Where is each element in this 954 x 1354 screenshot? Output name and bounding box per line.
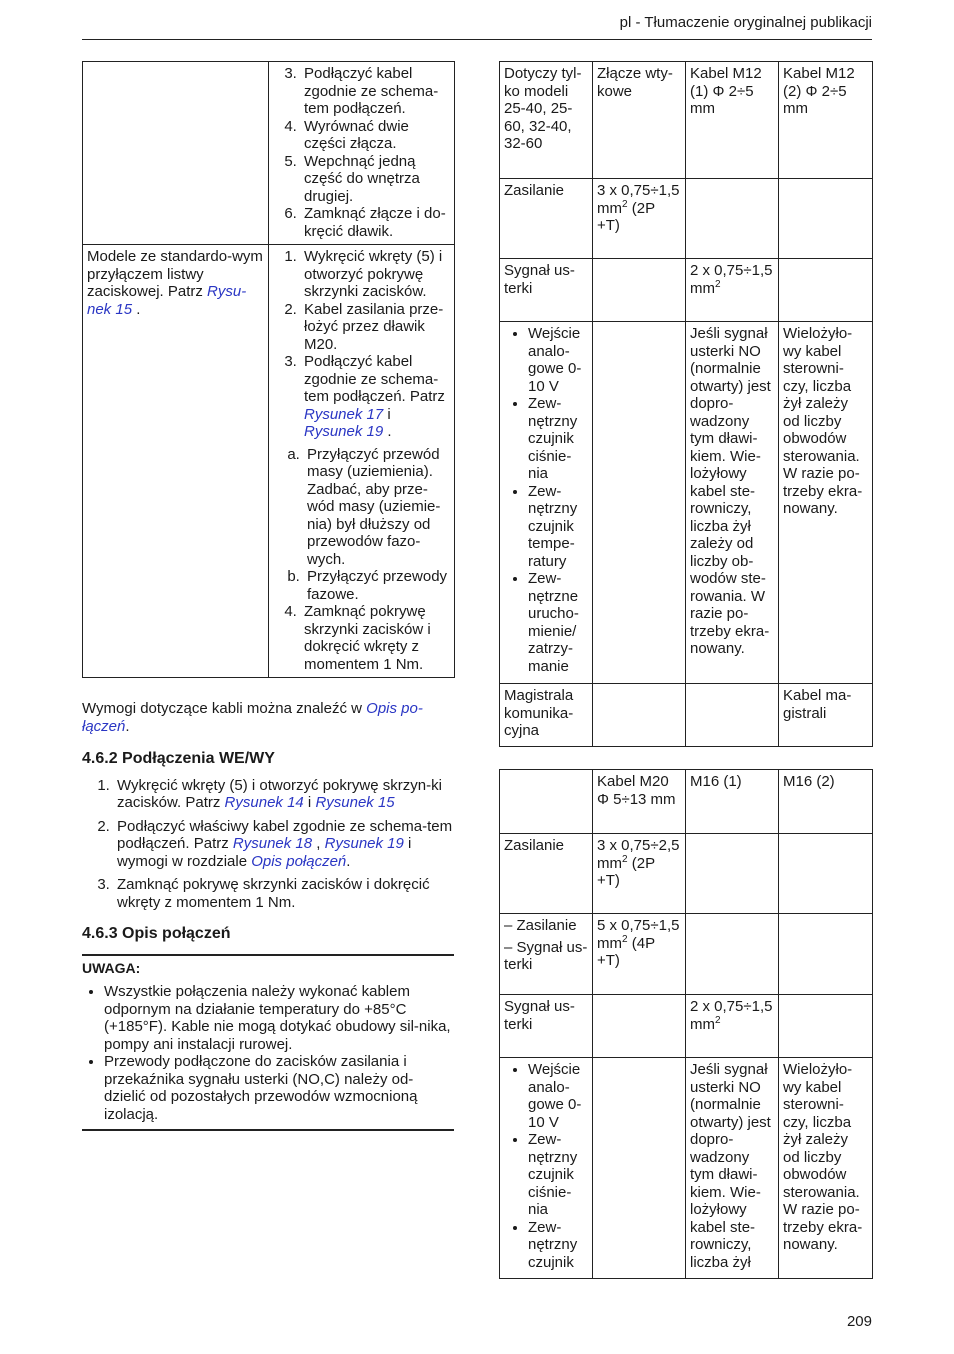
left-steps-table [82, 61, 455, 678]
para-text: Wymogi dotyczące kabli można znaleźć w [82, 700, 367, 717]
table-cell: Zasilanie [500, 179, 593, 259]
table-cell: Jeśli sygnał usterki NO (normalnie otwarty) jest dopro-wadzony tym dławi-kiem. Wie-lożyłowy kabel ste-rowniczy, liczba żył zależy od liczby ob-wodów ste-rowania. W razie po-trzeby ekra-nowany. [686, 322, 779, 684]
io-steps-list [82, 777, 454, 912]
table-cell [779, 834, 873, 914]
left-column [82, 61, 454, 1131]
list-item: • Przewody podłączone do zacisków zasilania i przekaźnika sygnału usterki (NO,C) należy od-dzielić od pozostałych przewodów wzmocnioną izolacją. [104, 1053, 454, 1123]
table-cell: Wielożyło-wy kabel sterowni-czy, liczba żył zależy od liczby obwodów sterowania. W razie po-trzeby ekra-nowany. [779, 322, 873, 684]
table-cell [593, 995, 686, 1058]
connection-table-1 [499, 61, 873, 747]
table-header-row [500, 62, 873, 179]
list-item: 3. Zamknąć pokrywę skrzynki zacisków i dokręcić wkręty z momentem 1 Nm. [114, 876, 454, 911]
table-header-cell: Kabel M20 Φ 5÷13 mm [593, 770, 686, 834]
table-row [500, 995, 873, 1058]
cell-text: (4P +T) [597, 934, 655, 969]
cell-text: . [132, 300, 141, 318]
cell-text: 3 x 0,75÷2,5 mm [597, 837, 680, 872]
page-number: 209 [846, 1313, 872, 1330]
table-cell [779, 179, 873, 259]
figure-link[interactable]: Rysunek 18 [232, 835, 313, 852]
list-item [114, 818, 454, 871]
sub-step-list [276, 446, 450, 604]
table-header-cell: Dotyczy tyl-ko modeli 25-40, 25-60, 32-40, 32-60 [500, 62, 593, 179]
cell-text: Modele ze standardo-wym przyłączem listwy zaciskowej. Patrz [87, 248, 263, 300]
table-cell [779, 259, 873, 322]
para-text: . [125, 717, 130, 735]
note-list [82, 983, 454, 1123]
list-item: • Wejście analo-gowe 0-10 V [528, 1061, 588, 1131]
note-box [82, 954, 454, 1132]
table-row [500, 1058, 873, 1279]
table-row [83, 245, 455, 678]
table-header-cell: M16 (2) [779, 770, 873, 834]
table-cell [686, 684, 779, 747]
table-row [500, 684, 873, 747]
cable-requirements-text [82, 700, 454, 735]
cell-text: – Sygnał us-terki [504, 938, 588, 973]
list-item: 1. Wykręcić wkręty (5) i otworzyć pokrywę skrzynki zacisków. [301, 248, 450, 301]
table-row [500, 834, 873, 914]
superscript: 2 [622, 933, 628, 945]
step-text: . [346, 852, 351, 870]
table-header-row [500, 770, 873, 834]
step-text: Podłączyć właściwy kabel zgodnie ze schema-tem podłączeń. Patrz [117, 817, 453, 852]
table-cell: Magistrala komunika-cyjna [500, 684, 593, 747]
table-cell [500, 1058, 593, 1279]
table-cell [593, 834, 686, 914]
table-cell: Sygnał us-terki [500, 259, 593, 322]
table-row [500, 914, 873, 995]
cell-text: 3 x 0,75÷1,5 mm [597, 182, 680, 217]
section-heading-463: 4.6.3 Opis połączeń [82, 925, 231, 942]
list-item: 3. Podłączyć kabel zgodnie ze schema-tem podłączeń. [301, 65, 450, 118]
figure-link[interactable]: Rysunek 19 [324, 835, 404, 852]
table-cell [779, 914, 873, 995]
superscript: 2 [715, 278, 721, 290]
cell-text: – Zasilanie [504, 917, 577, 934]
list-item: • Zew-nętrzny czujnik tempe-ratury [528, 483, 588, 571]
header-title: pl - Tłumaczenie oryginalnej publikacji [619, 14, 872, 31]
table-cell [269, 62, 455, 245]
table-cell [269, 245, 455, 678]
table-cell [500, 322, 593, 684]
superscript: 2 [622, 198, 628, 210]
list-item [301, 353, 450, 603]
signal-list [504, 1061, 588, 1271]
step-text: i wymogi w rozdziale [117, 835, 412, 870]
section-heading-462: 4.6.2 Podłączenia WE/WY [82, 750, 275, 767]
table-header-cell: M16 (1) [686, 770, 779, 834]
cell-text: 2 x 0,75÷1,5 mm [690, 262, 773, 297]
step-text: i [303, 794, 316, 811]
cell-text: (2P +T) [597, 199, 655, 234]
figure-link[interactable]: Rysunek 17 [304, 405, 384, 423]
superscript: 2 [622, 853, 628, 865]
list-item: 4. Zamknąć pokrywę skrzynki zacisków i dokręcić wkręty z momentem 1 Nm. [301, 603, 450, 673]
table-cell [593, 684, 686, 747]
list-item: a. Przyłączyć przewód masy (uziemienia). Zadbać, aby prze-wód masy (uziemie-nia) był dłuższy od przewodów fazo-wych. [304, 446, 450, 569]
table-cell [593, 914, 686, 995]
list-item: • Wejście analo-gowe 0-10 V [528, 325, 588, 395]
step-text: Wykręcić wkręty (5) i otworzyć pokrywę skrzyn-ki zacisków. Patrz [117, 776, 442, 811]
step-text: , [312, 835, 325, 852]
table-cell: Kabel ma-gistrali [779, 684, 873, 747]
figure-link[interactable]: Rysu-nek 15 [87, 283, 247, 318]
table-cell [686, 914, 779, 995]
table-cell [686, 179, 779, 259]
step-list [273, 248, 450, 673]
list-item: 6. Zamknąć złącze i do-kręcić dławik. [301, 205, 450, 240]
table-header-cell: Kabel M12 (2) Φ 2÷5 mm [779, 62, 873, 179]
list-item: b. Przyłączyć przewody fazowe. [304, 568, 450, 603]
table-header-cell: Kabel M12 (1) Φ 2÷5 mm [686, 62, 779, 179]
table-cell [83, 62, 269, 245]
table-row [83, 62, 455, 245]
table-row [500, 179, 873, 259]
cell-text: (2P +T) [597, 854, 655, 889]
table-cell [593, 259, 686, 322]
cell-text: 2 x 0,75÷1,5 mm [690, 998, 773, 1033]
table-cell: Wielożyło-wy kabel sterowni-czy, liczba żył zależy od liczby obwodów sterowania. W razie po-trzeby ekra-nowany. [779, 1058, 873, 1279]
step-list [273, 65, 450, 240]
list-item: • Zew-nętrzny czujnik [528, 1219, 588, 1272]
table-cell: Jeśli sygnał usterki NO (normalnie otwarty) jest dopro-wadzony tym dławi-kiem. Wie-lożyłowy kabel ste-rowniczy, liczba żył [686, 1058, 779, 1279]
step-text: . [383, 423, 392, 440]
table-cell [686, 259, 779, 322]
superscript: 2 [715, 1014, 721, 1026]
list-item: • Wszystkie połączenia należy wykonać kablem odpornym na działanie temperatury do +85°C (+185°F). Kable nie mogą dotykać obudowy sil-nika, pompy ani instalacji rurowej. [104, 983, 454, 1053]
table-cell [500, 914, 593, 995]
table-row [500, 259, 873, 322]
list-item: 2. Kabel zasilania prze-łożyć przez dławik M20. [301, 301, 450, 354]
table-cell: Sygnał us-terki [500, 995, 593, 1058]
figure-link[interactable]: Rysunek 14 [224, 794, 304, 811]
figure-link[interactable]: Rysunek 15 [315, 794, 395, 811]
table-cell [593, 1058, 686, 1279]
right-column [499, 61, 872, 1279]
table-cell [686, 995, 779, 1058]
list-item: 4. Wyrównać dwie części złącza. [301, 118, 450, 153]
list-item: 5. Wepchnąć jedną część do wnętrza drugiej. [301, 153, 450, 206]
table-cell [779, 995, 873, 1058]
table-cell [686, 834, 779, 914]
signal-list [504, 325, 588, 675]
figure-link[interactable]: Rysunek 19 [304, 423, 384, 440]
note-title: UWAGA: [82, 959, 141, 976]
connection-table-2 [499, 769, 873, 1279]
table-header-cell: Złącze wty-kowe [593, 62, 686, 179]
section-link[interactable]: Opis połączeń [251, 852, 347, 870]
cell-text: 5 x 0,75÷1,5 mm [597, 917, 680, 952]
section-link[interactable]: Opis po-łączeń [82, 700, 423, 735]
table-cell [593, 322, 686, 684]
list-item: • Zew-nętrzny czujnik ciśnie-nia [528, 395, 588, 483]
step-text: i [383, 405, 391, 423]
table-header-cell [500, 770, 593, 834]
table-cell [593, 179, 686, 259]
list-item: • Zew-nętrzny czujnik ciśnie-nia [528, 1131, 588, 1219]
page-header [82, 14, 872, 40]
table-cell: Zasilanie [500, 834, 593, 914]
list-item: • Zew-nętrzne urucho-mienie/ zatrzy-manie [528, 570, 588, 675]
table-row [500, 322, 873, 684]
list-item [114, 777, 454, 812]
step-text: Podłączyć kabel zgodnie ze schema-tem podłączeń. Patrz [304, 353, 445, 405]
table-cell [83, 245, 269, 678]
